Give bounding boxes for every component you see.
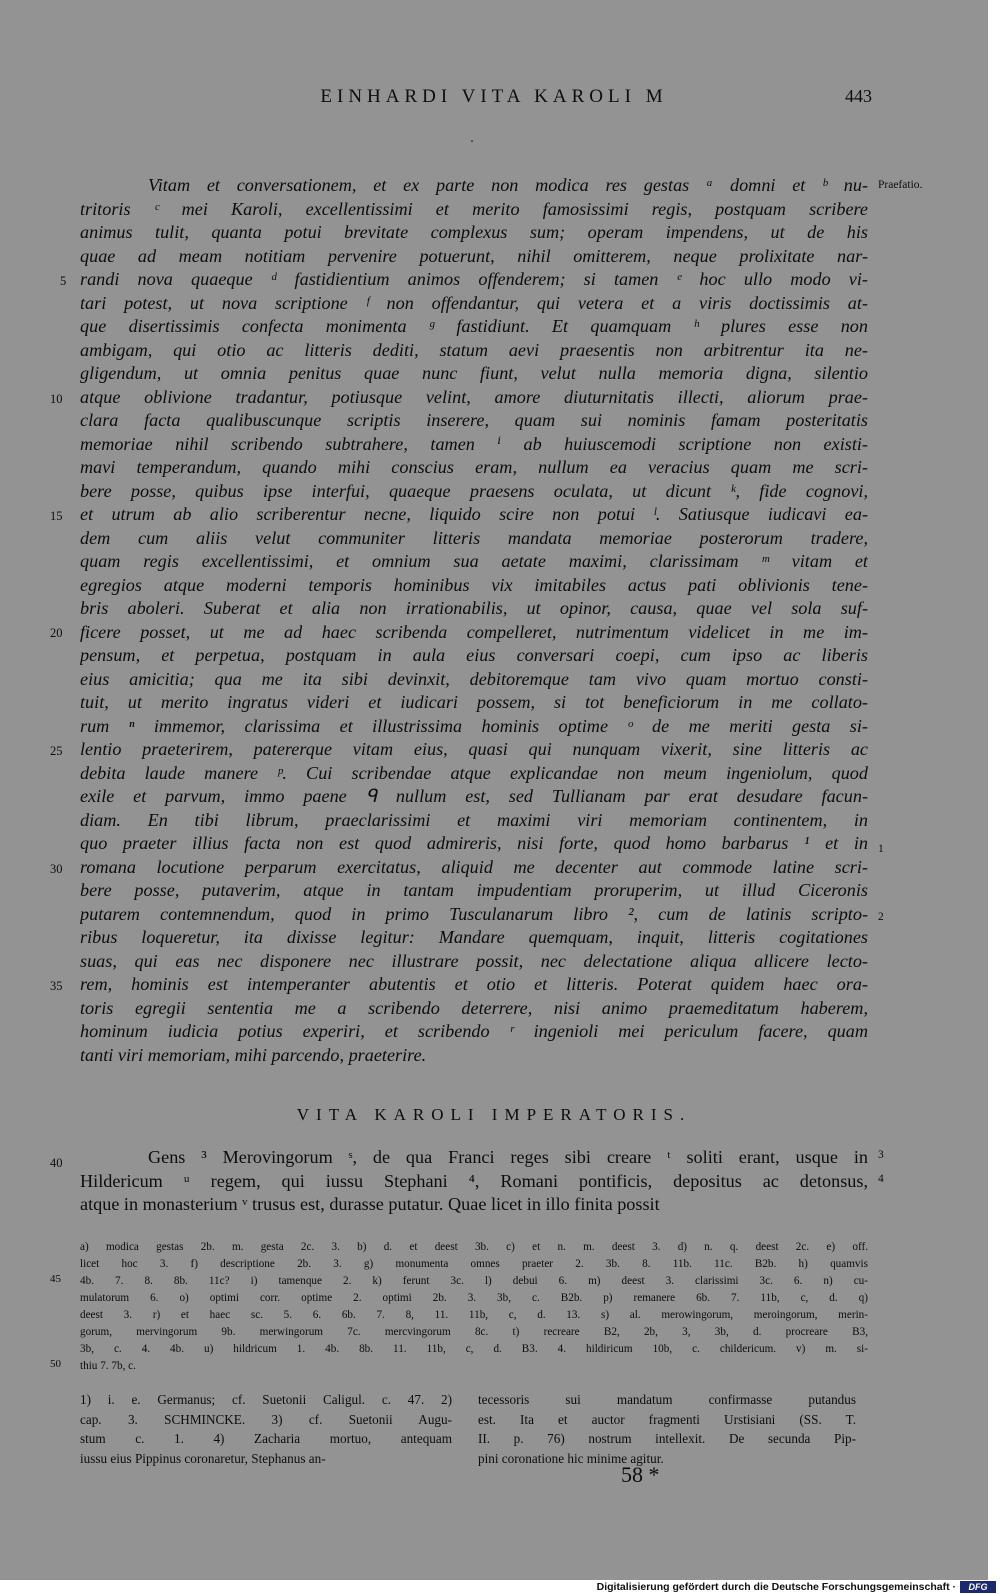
apparatus-line-5: deest 3. r) et haec sc. 5. 6. 6b. 7. 8, 11. 11b, c, d. 13. s) al. merowingorum, meroingorum, merin- — [80, 1309, 868, 1321]
preface-line-25: lentio praeterirem, patererque vitam eius, quasi qui nunquam vixerit, sine litteris ac — [80, 739, 868, 759]
preface-line-28: diam. En tibi librum, praeclarissimi et maximi viri memoriam continentem, in — [80, 809, 868, 830]
preface-line-27: exile et parvum, immo paene ᑫ nullum est, sed Tullianam par erat desudare facun- — [80, 786, 868, 806]
preface-line-11: clara facta qualibuscunque scriptis inserere, quam sui nominis famam posteritatis — [80, 410, 868, 430]
preface-line-33: ribus loqueretur, ita dixisse legitur: Mandare quemquam, inquit, litteris cogitationes — [80, 927, 868, 947]
apparatus-line-2: licet hoc 3. f) descriptione 2b. 3. g) monumenta omnes praeter 2. 3b. 8. 11b. 11c. B2b. h) quamvis — [80, 1258, 868, 1270]
preface-line-38: tanti viri memoriam, mihi parcendo, praeterire. — [80, 1044, 427, 1065]
page-header — [0, 86, 988, 116]
margin-ref-2: 2 — [878, 911, 884, 923]
apparatus-line-8: thiu 7. 7b, c. — [80, 1360, 136, 1372]
page-number: 443 — [845, 86, 872, 106]
preface-line-29: quo praeter illius facta non est quod admireris, nisi forte, quod homo barbarus ¹ et in — [80, 833, 868, 853]
line-number-15: 15 — [50, 509, 63, 523]
critical-apparatus — [80, 1239, 868, 1375]
footnotes-right-column — [478, 1390, 856, 1468]
apparatus-line-4: mulatorum 6. o) optimi corr. optime 2. optimi 2b. 3. 3b, c. B2b. p) remanere 6b. 7. 11b, c, d. q) — [80, 1292, 868, 1304]
preface-line-4: quae ad meam notitiam pervenire potuerunt, nihil omitterem, neque prolixitate nar- — [80, 245, 868, 266]
preface-line-2: tritoris ᶜ mei Karoli, excellentissimi et merito famosissimi regis, postquam scribere — [80, 198, 868, 219]
preface-line-21: pensum, et perpetua, postquam in aula eius conversari coepi, cum ipso ac liberis — [80, 645, 868, 665]
digitization-footer — [0, 1580, 1000, 1594]
line-number-30: 30 — [50, 862, 63, 876]
line-number-50: 50 — [50, 1358, 61, 1370]
preface-line-1: Vitam et conversationem, et ex parte non modica res gestas ᵃ domni et ᵇ nu- — [148, 175, 868, 195]
margin-ref-1: 1 — [878, 843, 884, 855]
line-number-45: 45 — [50, 1273, 61, 1285]
preface-line-19: bris aboleri. Suberat et alia non irrationabilis, ut opinor, causa, quae vel sola suf- — [80, 598, 868, 618]
preface-line-5: randi nova quaeque ᵈ fastidientium animos offenderem; si tamen ᵉ hoc ullo modo vi- — [80, 269, 868, 289]
footnote-right-line-3: II. p. 76) nostrum intellexit. De secunda Pip- — [478, 1431, 856, 1446]
line-number-35: 35 — [50, 979, 63, 993]
preface-line-13: mavi temperandum, quando mihi conscius eram, nullum ea veracius quam me scri- — [80, 457, 868, 477]
footnote-left-line-3: stum c. 1. 4) Zacharia mortuo, antequam — [80, 1431, 452, 1446]
section-line-2: Hildericum ᵘ regem, qui iussu Stephani ⁴, Romani pontificis, depositus ac detonsus, — [80, 1170, 868, 1191]
apparatus-line-3: 4b. 7. 8. 8b. 11c? i) tamenque 2. k) ferunt 3c. l) debui 6. m) deest 3. clarissimi 3c. 6. n) cu- — [80, 1275, 868, 1287]
line-number-10: 10 — [50, 392, 63, 406]
footnote-left-line-2: cap. 3. SCHMINCKE. 3) cf. Suetonii Augu- — [80, 1411, 452, 1427]
line-number-5: 5 — [60, 274, 67, 288]
preface-line-17: quam regis excellentissimi, et omnium sua aetate maximi, clarissimam ᵐ vitam et — [80, 551, 868, 571]
preface-line-23: tuit, ut merito ingratus videri et iudicari possem, si tot beneficiorum in me collato- — [80, 692, 868, 712]
line-number-40: 40 — [50, 1156, 63, 1170]
preface-line-31: bere posse, putaverim, atque in tantam impudentiam proruperim, ut illud Ciceronis — [80, 880, 868, 900]
dfg-logo: DFG — [960, 1581, 996, 1593]
section-line-3: atque in monasterium ᵛ trusus est, durasse putatur. Quae licet in illo finita possit — [80, 1194, 660, 1214]
footnote-left-line-4: iussu eius Pippinus coronaretur, Stephanus an- — [80, 1450, 326, 1466]
preface-line-12: memoriae nihil scribendo subtrahere, tamen ⁱ ab huiuscemodi scriptione non existi- — [80, 433, 868, 454]
ink-speck — [471, 140, 473, 142]
apparatus-line-6: gorum, mervingorum 9b. merwingorum 7c. mercvingorum 8c. t) recreare B2, 2b, 3, 3b, d. procreare B3, — [80, 1326, 868, 1338]
running-title: EINHARDI VITA KAROLI M — [320, 86, 668, 107]
preface-line-35: rem, hominis est intemperanter abutentis et otio et litteris. Poterat quidem haec ora- — [80, 974, 868, 994]
funding-credit: Digitalisierung gefördert durch die Deutsche Forschungsgemeinschaft · — [596, 1581, 956, 1593]
apparatus-line-7: 3b, c. 4. 4b. u) hildricum 1. 4b. 8b. 11. 11b, c, d. B3. 4. hildiricum 10b, c. childericum. v) m. si- — [80, 1343, 868, 1355]
preface-line-6: tari potest, ut nova scriptione ᶠ non offendantur, qui vetera et a viris doctissimis at- — [80, 292, 868, 313]
margin-ref-3: 3 — [878, 1149, 884, 1161]
preface-line-24: rum ⁿ immemor, clarissima et illustrissima hominis optime ᵒ de me meriti gesta si- — [80, 715, 868, 736]
preface-line-30: romana locutione perparum exercitatus, aliquid me decenter aut commode latine scri- — [80, 856, 868, 877]
footnote-right-line-2: est. Ita et auctor fragmenti Urstisiani (SS. T. — [478, 1411, 856, 1427]
preface-line-32: putarem contemnendum, quod in primo Tusculanarum libro ², cum de latinis scripto- — [80, 903, 868, 924]
preface-line-37: hominum iudicia potius experiri, et scribendo ʳ ingenioli mei periculum facere, quam — [80, 1021, 868, 1041]
preface-text — [80, 174, 868, 1067]
apparatus-line-1: a) modica gestas 2b. m. gesta 2c. 3. b) d. et deest 3b. c) et n. m. deest 3. d) n. q. deest 2c. e) off. — [80, 1241, 868, 1253]
preface-line-10: atque oblivione tradantur, potiusque velint, amore diuturnitatis illecti, aliorum prae- — [80, 386, 868, 407]
preface-line-34: suas, qui eas nec disponere nec illustrare possit, nec delectatione aliqua allicere lecto- — [80, 950, 868, 971]
preface-line-7: que disertissimis confecta monimenta ᵍ fastidiunt. Et quamquam ʰ plures esse non — [80, 316, 868, 336]
line-number-20: 20 — [50, 626, 63, 640]
signature-mark: 58 * — [621, 1462, 660, 1487]
footnote-left-line-1: 1) i. e. Germanus; cf. Suetonii Caligul. c. 47. 2) — [80, 1392, 452, 1407]
preface-line-22: eius amicitia; qua me ita sibi devinxit, debitoremque tam vivo quam mortuo consti- — [80, 668, 868, 689]
preface-line-26: debita laude manere ᵖ. Cui scribendae atque explicandae non meum ingeniolum, quod — [80, 762, 868, 783]
margin-ref-4: 4 — [878, 1173, 884, 1185]
preface-line-16: dem cum aliis velut communiter litteris mandata memoriae posterorum tradere, — [80, 527, 868, 548]
preface-line-8: ambigam, qui otio ac litteris dediti, statum aevi praesentis non arbitrentur ita ne- — [80, 339, 868, 360]
preface-line-14: bere posse, quibus ipse interfui, quaeque praesens oculata, ut dicunt ᵏ, fide cognovi, — [80, 480, 868, 501]
section-line-1: Gens ³ Merovingorum ˢ, de qua Franci reges sibi creare ᵗ soliti erant, usque in — [148, 1147, 868, 1167]
line-number-25: 25 — [50, 744, 63, 758]
preface-margin-note: Praefatio. — [878, 179, 923, 191]
preface-line-18: egregios atque moderni temporis hominibus vix imitabiles actus pati oblivionis tene- — [80, 574, 868, 595]
footnote-right-line-4: pini coronatione hic minime agitur. — [478, 1450, 664, 1466]
footnote-right-line-1: tecessoris sui mandatum confirmasse putandus — [478, 1392, 856, 1407]
preface-line-9: gligendum, ut omnia penitus quae nunc fiunt, velut nulla memoria digna, silentio — [80, 363, 868, 383]
section-heading: VITA KAROLI IMPERATORIS. — [296, 1105, 692, 1124]
footnotes-left-column — [80, 1390, 452, 1468]
preface-line-20: ficere posset, ut me ad haec scribenda compelleret, nutrimentum videlicet in me im- — [80, 621, 868, 642]
section-text — [80, 1146, 868, 1217]
preface-line-15: et utrum ab alio scriberentur necne, liquido scire non potui ˡ. Satiusque iudicavi ea- — [80, 504, 868, 524]
preface-line-3: animus tulit, quanta potui brevitate complexus sum; operam impendens, ut de his — [80, 222, 868, 242]
preface-line-36: toris egregii sententia me a scribendo deterrere, nisi animo praemeditatum haberem, — [80, 997, 868, 1018]
